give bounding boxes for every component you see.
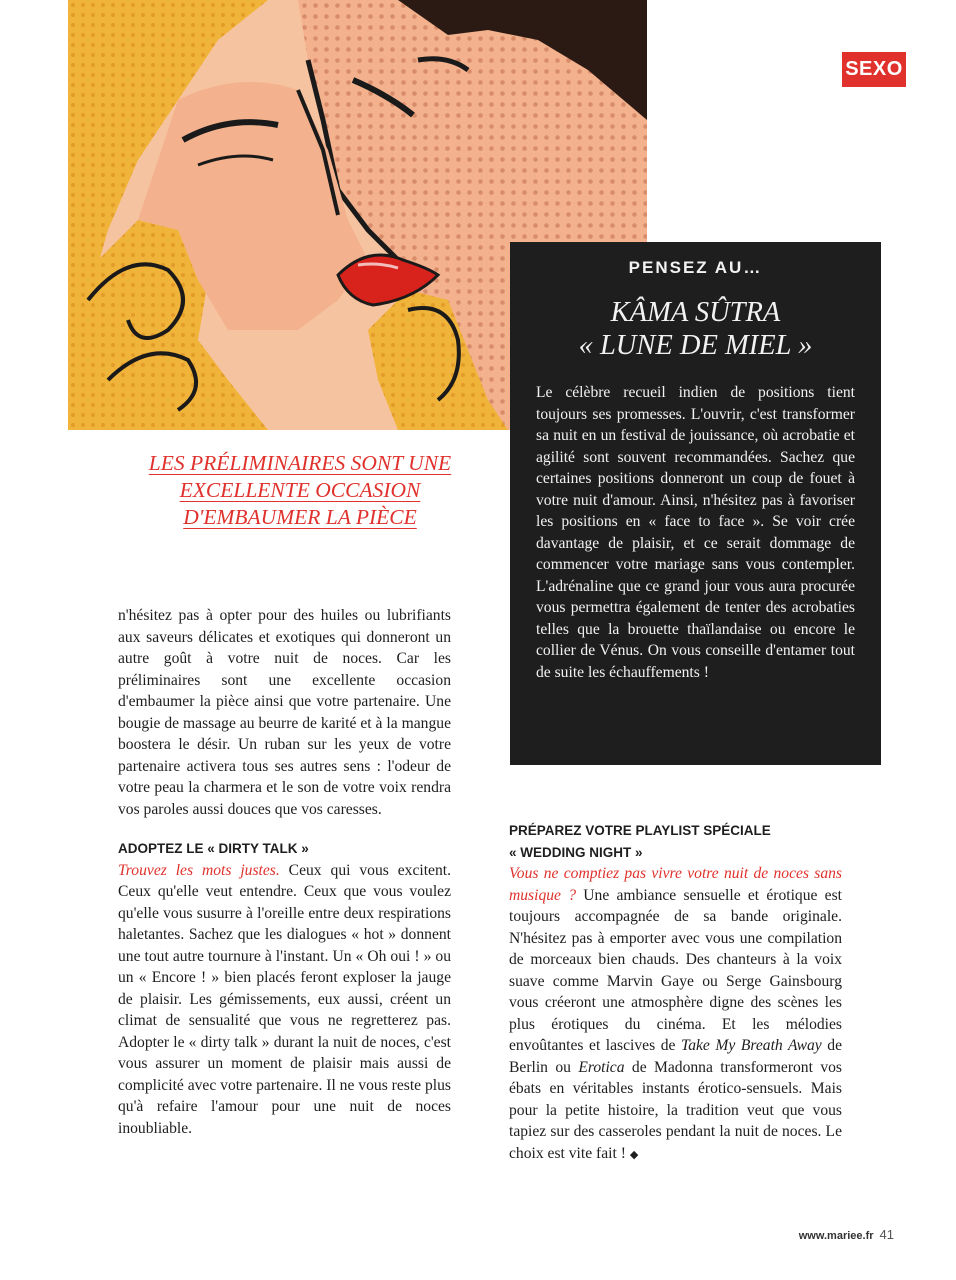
footer-url[interactable]: www.mariee.fr [798,1230,874,1242]
page-footer [799,1227,894,1242]
playlist-lead: Vous ne comptiez pas vivre votre nuit de noces sans musique ? [509,865,842,904]
song-title-1: Take My Breath Away [680,1037,822,1054]
song-title-2: Erotica [578,1058,625,1076]
dirty-talk-paragraph [118,860,451,1140]
playlist-subhead-line2: « WEDDING NIGHT » [509,844,643,860]
intro-paragraph: n'hésitez pas à opter pour des huiles ou lubrifiants aux saveurs délicates et exotiques qui donneront un autre goût à votre nuit de noces. Car les préliminaires sont une excellente occasion d'embaumer la pièce ainsi que votre partenaire. Une bougie de massage au beurre de karité et à la mangue boostera le désir. Un ruban sur les yeux de votre partenaire activera tous ses autres sens : l'odeur de votre peau la charmera et le son de votre voix rendra vos paroles aussi douces que vos caresses. [118,607,451,818]
sidebar-title [536,296,855,362]
dirty-talk-body: Ceux qui vous excitent. Ceux qu'elle veut entendre. Ceux que vous voulez qu'elle vous susurre à l'oreille entre deux respirations haletantes. Sachez que les dialogues « hot » donnent une tout autre tournure à l'instant. Un « Oh oui ! » ou un « Encore ! » bien placés feront exploser la jauge de plaisir. Les gémissements, eux aussi, créent un climat de sensualité que vous ne regretterez pas. Adopter le « dirty talk » durant la nuit de noces, c'est vous assurer un moment de plaisir mais aussi de complicité avec votre partenaire. Il ne vous reste plus qu'à refaire l'amour pour une nuit de noces inoubliable. [118,861,451,1137]
playlist-subhead-line1: PRÉPAREZ VOTRE PLAYLIST SPÉCIALE [509,823,771,838]
sidebar-kicker: PENSEZ AU… [628,258,763,277]
dirty-talk-lead: Trouvez les mots justes. [118,861,280,879]
section-tag: SEXO [842,52,906,87]
playlist-body-part3: de Madonna transformeront vos ébats en véritables instants érotico-sensuels. Mais pour la petite histoire, la tradition veut que vous tapiez sur des casseroles pendant la nuit de noces. Le choix est vite fait ! [509,1058,842,1162]
page-number: 41 [879,1227,894,1242]
dirty-talk-subhead: ADOPTEZ LE « DIRTY TALK » [118,841,309,856]
playlist-body-part2: de Berlin ou [509,1037,842,1076]
sidebar-title-line1: KÂMA SÛTRA [610,297,781,328]
pull-quote-text: LES PRÉLIMINAIRES SONT UNE EXCELLENTE OCCASION D'EMBAUMER LA PIÈCE [148,451,452,529]
right-column [509,820,842,1166]
sidebar-body: Le célèbre recueil indien de positions tient toujours ses promesses. L'ouvrir, c'est transformer sa nuit en un festival de jouissance, où acrobatie et agilité sont souvent recommandées. Sachez que certaines positions donneront un coup de fouet à votre nuit d'amour. Ainsi, n'hésitez pas à favoriser les positions en « face to face ». Se voir crée davantage de plaisir, et ce serait dommage de commencer votre mariage sans vous contempler. L'adrénaline que ce grand jour vous aura procurée vous permettra également de tenter des acrobaties telles que la brouette thaïlandaise ou encore le collier de Vénus. On vous conseille d'entamer tout de suite les échauffements ! [536,384,855,681]
pull-quote [118,450,482,531]
sidebar-title-line2: « LUNE DE MIEL » [578,330,813,361]
playlist-body-part1: Une ambiance sensuelle et érotique est toujours accompagnée de sa bande originale. N'hésitez pas à emporter avec vous une compilation de morceaux bien chauds. Des chanteurs à la voix suave comme Marvin Gaye ou Serge Gainsbourg vous créeront une atmosphère digne des scènes les plus érotiques du cinéma. Et les mélodies envoûtantes et lascives de [509,886,843,1054]
kama-sutra-sidebar [510,242,881,765]
end-mark-icon: ◆ [629,1148,639,1161]
playlist-paragraph [509,863,842,1166]
left-column [118,605,451,1139]
